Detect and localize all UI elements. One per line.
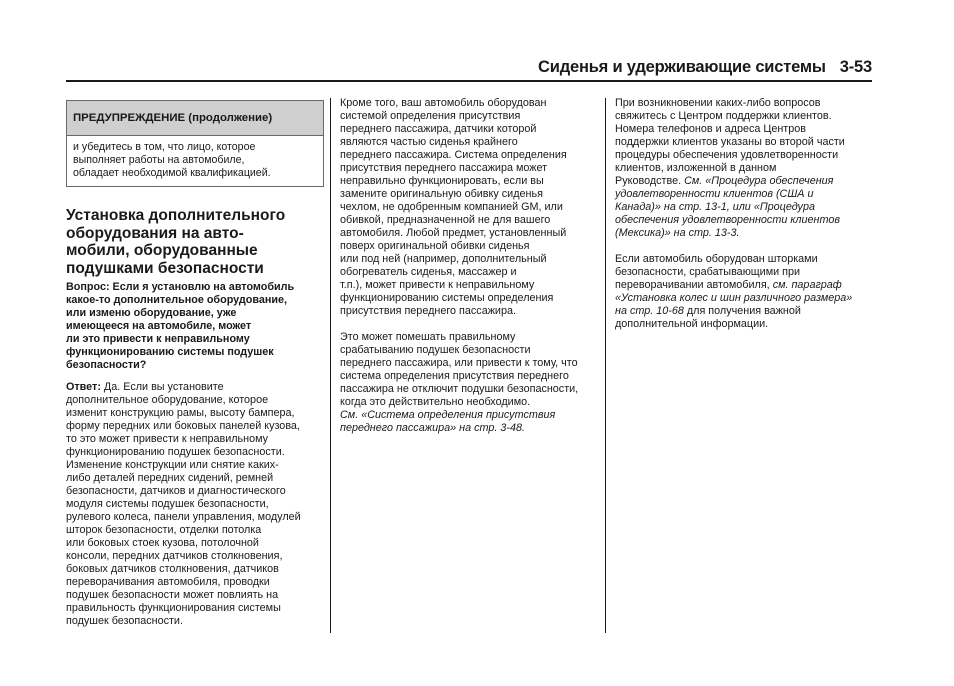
- section-title: Сиденья и удерживающие системы: [538, 58, 826, 76]
- page-header: [66, 58, 872, 78]
- page-number: 3-53: [839, 58, 872, 76]
- column3-paragraph-1: [615, 97, 873, 240]
- column-1: [66, 100, 324, 641]
- customer-satisfaction-reference: См. «Процедура обеспечения удовлетворенности клиентов (США и Канада)» на стр. 13-1, или «Процедура обеспечения удовлетворенности клиентов (Мексика)» на стр. 13-3.: [615, 175, 840, 239]
- column3-paragraph-2-tail: для получения важной дополнительной информации.: [615, 305, 801, 330]
- answer-paragraph: [66, 381, 324, 628]
- column3-paragraph-1-text: При возникновении каких-либо вопросов свяжитесь с Центром поддержки клиентов. Номера телефонов и адреса Центров поддержки клиентов указаны во второй части процедуры обеспечения удовлетворенности клиентов, изложенной в данном Руководстве.: [615, 97, 845, 187]
- column2-paragraph-1: Кроме того, ваш автомобиль оборудован системой определения присутствия переднего пассажира, датчики которой являются частью сиденья крайнего переднего пассажира. Система определения присутствия переднего пассажира может неправильно функционировать, если вы замените оригинальную обивку сиденья чехлом, не одобренным компанией GM, или обивкой, предназначенной не для вашего автомобиля. Любой предмет, установленный поверх оригинальной обивки сиденья или под ней (например, дополнительный обогреватель сиденья, массажер и т.п.), может привести к неправильному функционированию системы определения присутствия переднего пассажира.: [340, 97, 567, 317]
- column-3: [615, 97, 873, 344]
- answer-text: Да. Если вы установите дополнительное оборудование, которое изменит конструкцию рамы, высоту бампера, форму передних или боковых панелей кузова, то это может привести к неправильному функционированию подушек безопасности. Изменение конструкции или снятие каких- либо деталей передних сидений, ремней безопасности, датчиков и диагностического модуля системы подушек безопасности, рулевого колеса, панели управления, модулей шторок безопасности, отделки потолка или боковых стоек кузова, потолочной консоли, передних датчиков столкновения, боковых датчиков столкновения, датчиков переворачивания автомобиля, проводки подушек безопасности может повлиять на правильность функционирования системы подушек безопасности.: [66, 381, 301, 627]
- header-rule: [66, 80, 872, 82]
- column3-paragraph-2: [615, 253, 873, 331]
- column2-paragraph-2: [340, 331, 598, 435]
- passenger-sensing-reference: См. «Система определения присутствия переднего пассажира» на стр. 3-48.: [340, 409, 556, 434]
- question-text: Вопрос: Если я установлю на автомобиль какое-то дополнительное оборудование, или изменю оборудование, уже имеющееся на автомобиле, может ли это привести к неправильному функционированию системы подушек безопасности?: [66, 281, 295, 371]
- section-heading: Установка дополнительного оборудования на авто- мобили, оборудованные подушками безопасности: [66, 207, 286, 277]
- column2-paragraph-2-text: Это может помешать правильному срабатыванию подушек безопасности переднего пассажира, или привести к тому, что система определения присутствия переднего пассажира не отключит подушки безопасности, когда это действительно необходимо.: [340, 331, 579, 408]
- wheels-tires-reference: см. параграф «Установка колес и шин различного размера» на стр. 10-68: [615, 279, 853, 317]
- column-divider-2: [605, 98, 606, 633]
- warning-box: [66, 100, 324, 187]
- column3-paragraph-2-text: Если автомобиль оборудован шторками безопасности, срабатывающими при переворачивании автомобиля,: [615, 253, 818, 291]
- answer-label: Ответ:: [66, 381, 101, 393]
- column-2: [340, 97, 598, 448]
- warning-text: и убедитесь в том, что лицо, которое выполняет работы на автомобиле, обладает необходимой квалификацией.: [73, 141, 271, 179]
- warning-title: ПРЕДУПРЕЖДЕНИЕ (продолжение): [67, 101, 323, 136]
- column-divider-1: [330, 98, 331, 633]
